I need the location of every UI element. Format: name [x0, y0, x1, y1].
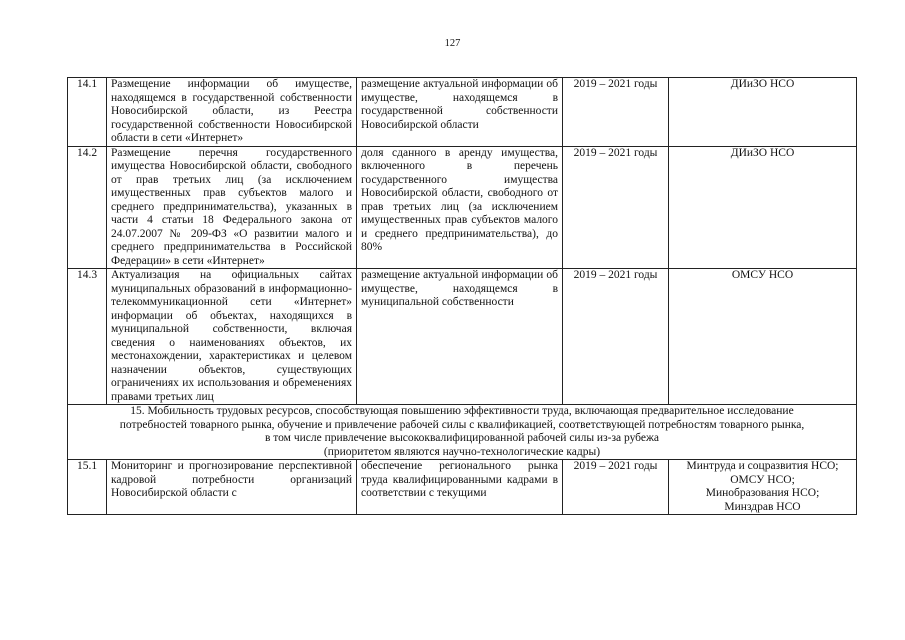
measure-description: Размещение перечня государственного имущества Новосибирской области, свободного от прав третьих лиц (за исключением имущественных прав субъектов малого и среднего предпринимательства), указанных в части 4 статьи 18 Федерального закона от 24.07.2007 № 209-ФЗ «О развитии малого и среднего предпринимательства в Российской Федерации» в сети «Интернет» [107, 146, 357, 269]
responsible-line: Минобразования НСО; [705, 487, 820, 499]
page-number: 127 [444, 38, 461, 49]
section-header-line: (приоритетом являются научно-технологические кадры) [323, 445, 601, 458]
responsible-line: Минтруда и соцразвития НСО; ОМСУ НСО; [686, 460, 839, 486]
table-row [68, 269, 857, 405]
measure-description: Актуализация на официальных сайтах муниципальных образований в информационно-телекоммуникационной сети «Интернет» информации об объектах, находящихся в муниципальной собственности, включая сведения о наименованиях объектов, их местонахождении, характеристиках и целевом назначении объектов, существующих ограничениях их использования и обременениях правами третьих лиц [107, 269, 357, 405]
table-row [68, 460, 857, 515]
measure-result: обеспечение регионального рынка труда квалифицированными кадрами в соответствии с текущими [357, 460, 563, 515]
table-row [68, 146, 857, 269]
row-number: 15.1 [68, 460, 107, 515]
measure-result: размещение актуальной информации об имуществе, находящемся в муниципальной собственности [357, 269, 563, 405]
section-header-line: потребностей товарного рынка, обучение и привлечение рабочей силы с квалификацией, соответствующей потребностям товарного рынка, [119, 418, 805, 431]
measure-description: Размещение информации об имуществе, находящемся в государственной собственности Новосибирской области, из Реестра государственной собственности Новосибирской области в сети «Интернет» [107, 78, 357, 147]
measures-table [67, 77, 857, 515]
measure-term: 2019 – 2021 годы [563, 146, 669, 269]
row-number: 14.3 [68, 269, 107, 405]
measure-description: Мониторинг и прогнозирование перспективной кадровой потребности организаций Новосибирской области с [107, 460, 357, 515]
measure-result: доля сданного в аренду имущества, включенного в перечень государственного имущества Новосибирской области, свободного от прав третьих лиц (за исключением имущественных прав субъектов малого и среднего предпринимательства), до 80% [357, 146, 563, 269]
measure-result: размещение актуальной информации об имуществе, находящемся в государственной собственности Новосибирской области [357, 78, 563, 147]
section-header-row [68, 405, 857, 460]
measure-responsible [669, 460, 857, 515]
measure-term: 2019 – 2021 годы [563, 460, 669, 515]
section-header-line: 15. Мобильность трудовых ресурсов, способствующая повышению эффективности труда, включающая предварительное исследование [130, 405, 794, 417]
responsible-line: Минздрав НСО [724, 500, 801, 513]
row-number: 14.1 [68, 78, 107, 147]
table-row [68, 78, 857, 147]
section-header-line: в том числе привлечение высококвалифицированной рабочей силы из-за рубежа [264, 432, 660, 444]
measure-responsible: ДИиЗО НСО [669, 78, 857, 147]
measure-responsible: ДИиЗО НСО [669, 146, 857, 269]
measure-term: 2019 – 2021 годы [563, 78, 669, 147]
section-header [68, 405, 857, 460]
measure-responsible: ОМСУ НСО [669, 269, 857, 405]
row-number: 14.2 [68, 146, 107, 269]
measure-term: 2019 – 2021 годы [563, 269, 669, 405]
